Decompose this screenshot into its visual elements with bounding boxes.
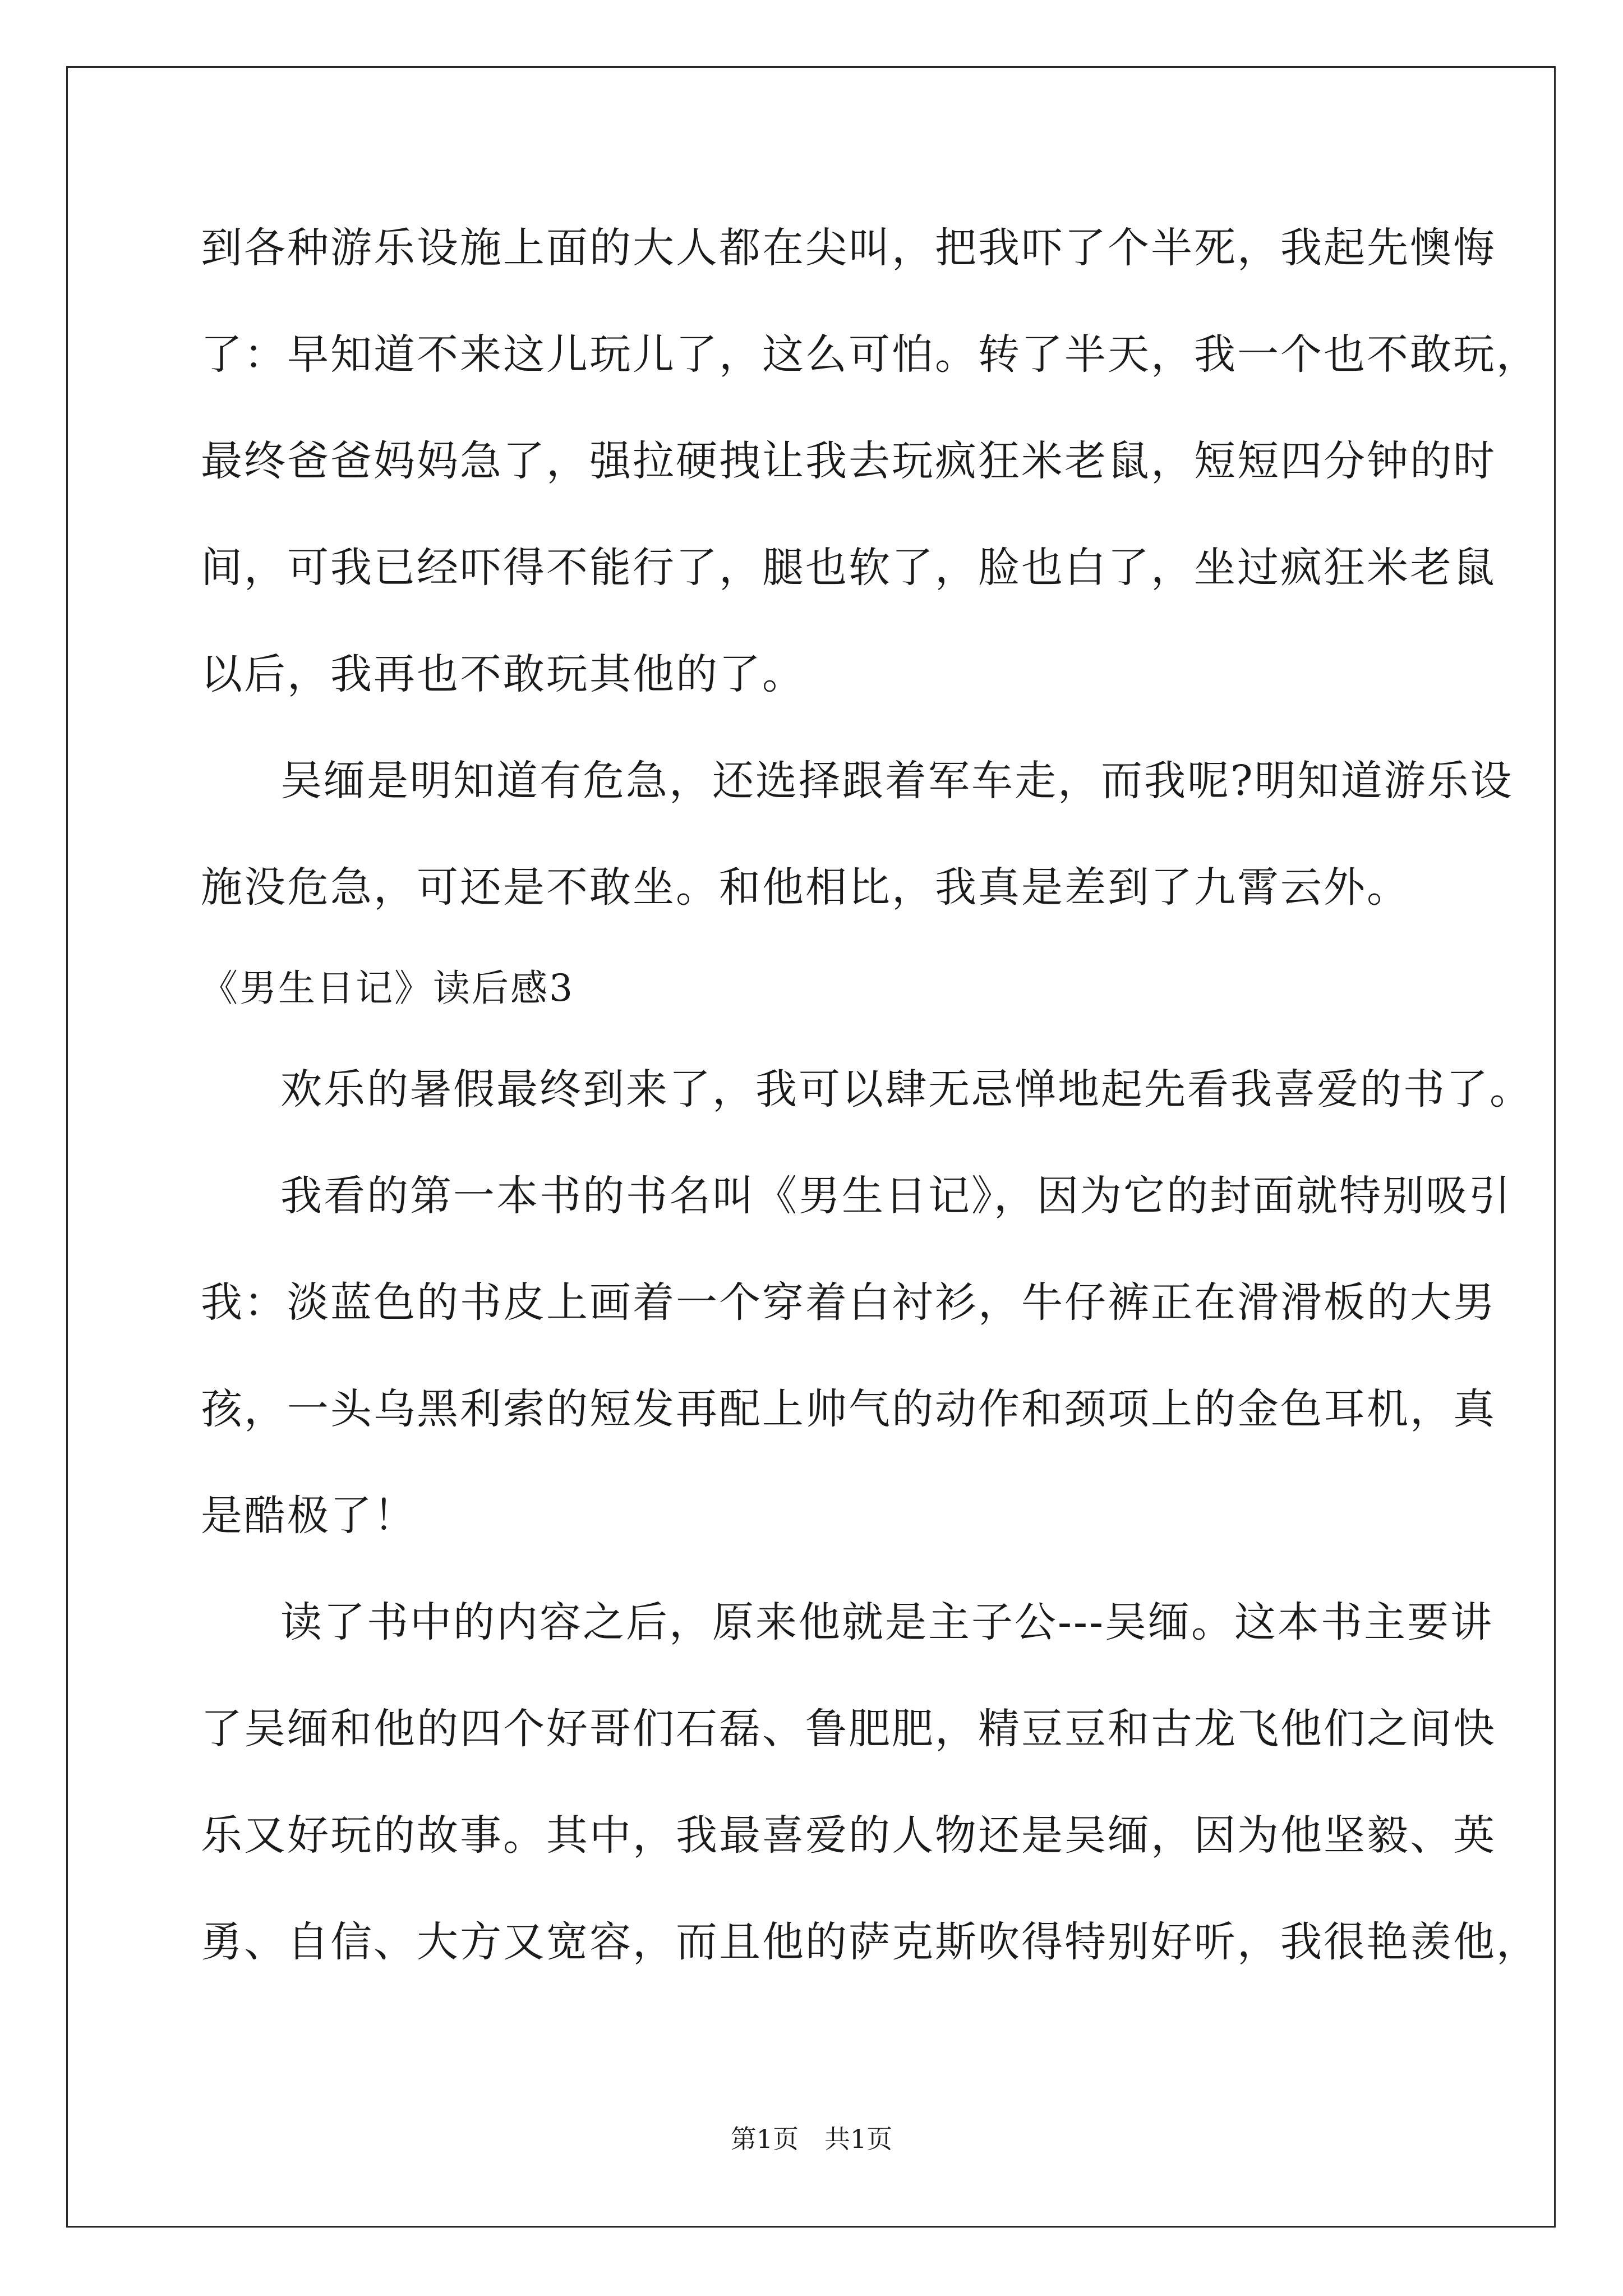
text-line-5: 以后，我再也不敢玩其他的了。 (201, 650, 805, 698)
text-line-13: 是酷极了！ (201, 1492, 417, 1540)
text-line-4: 间，可我已经吓得不能行了，腿也软了，脸也白了，坐过疯狂米老鼠 (201, 544, 1496, 592)
paragraph-start-line: 我看的第一本书的书名叫《男生日记》，因为它的封面就特别吸引 (280, 1172, 1512, 1220)
text-line-16: 乐又好玩的故事。其中，我最喜爱的人物还是吴缅，因为他坚毅、英 (201, 1811, 1496, 1860)
page-border (66, 66, 1556, 2228)
text-line-11: 我：淡蓝色的书皮上画着一个穿着白衬衫，牛仔裤正在滑滑板的大男 (201, 1278, 1496, 1327)
page-number-footer: 第1页 共1页 (730, 2124, 893, 2154)
paragraph-start-line: 读了书中的内容之后，原来他就是主子公---吴缅。这本书主要讲 (280, 1598, 1494, 1646)
paragraph-start-line: 吴缅是明知道有危急，还选择跟着军车走，而我呢?明知道游乐设 (280, 757, 1514, 805)
text-line-1: 到各种游乐设施上面的大人都在尖叫，把我吓了个半死，我起先懊悔 (201, 224, 1496, 272)
text-line-7: 施没危急，可还是不敢坐。和他相比，我真是差到了九霄云外。 (201, 863, 1410, 912)
text-line-2: 了：早知道不来这儿玩儿了，这么可怕。转了半天，我一个也不敢玩， (201, 330, 1539, 379)
text-line-3: 最终爸爸妈妈急了，强拉硬拽让我去玩疯狂米老鼠，短短四分钟的时 (201, 437, 1496, 485)
text-line-17: 勇、自信、大方又宽容，而且他的萨克斯吹得特别好听，我很艳羡他， (201, 1918, 1539, 1966)
text-line-15: 了吴缅和他的四个好哥们石磊、鲁肥肥，精豆豆和古龙飞他们之间快 (201, 1705, 1496, 1753)
text-line-12: 孩，一头乌黑利索的短发再配上帅气的动作和颈项上的金色耳机，真 (201, 1385, 1496, 1433)
paragraph-start-line: 欢乐的暑假最终到来了，我可以肆无忌惮地起先看我喜爱的书了。 (280, 1065, 1533, 1114)
section-heading: 《男生日记》读后感3 (201, 967, 574, 1010)
